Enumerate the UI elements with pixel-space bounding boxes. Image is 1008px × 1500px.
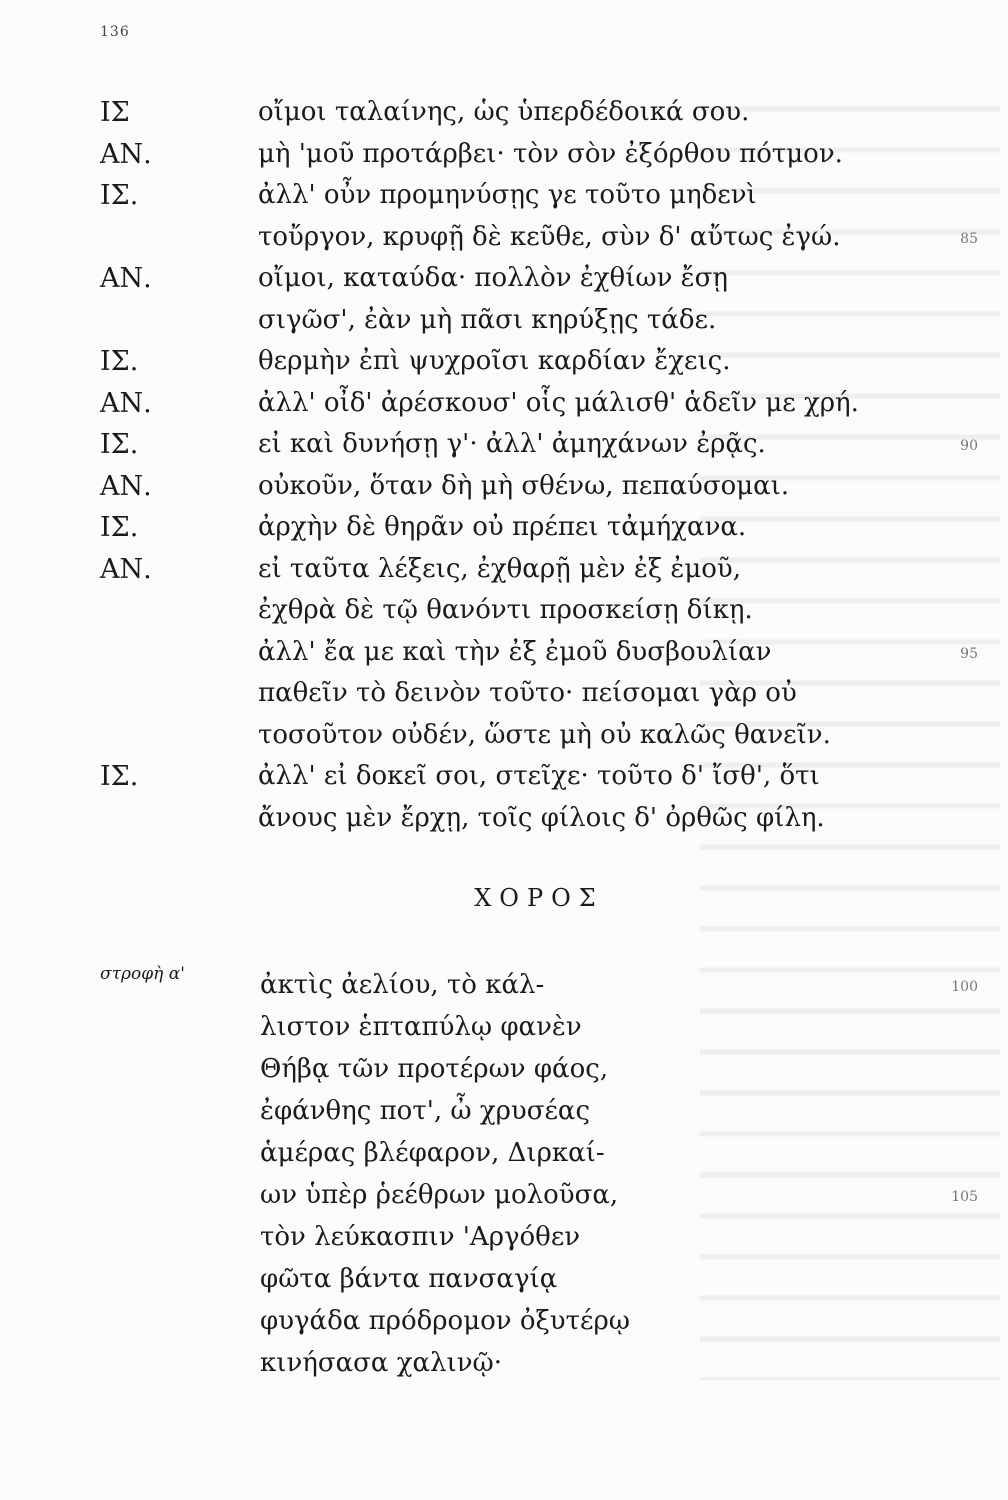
ode-line	[0, 1090, 1008, 1132]
speaker-label: ΑΝ.	[100, 263, 152, 294]
verse-line	[0, 175, 1008, 217]
speaker-label: ΙΣ.	[100, 346, 139, 377]
verse-text: οἴμοι, καταύδα· πολλὸν ἐχθίων ἔσῃ	[258, 263, 728, 293]
verse-line	[0, 798, 1008, 840]
verse-text: σιγῶσ', ἐὰν μὴ πᾶσι κηρύξῃς τάδε.	[258, 304, 717, 335]
verse-line	[0, 632, 1008, 674]
ode-text: φυγάδα πρόδρομον ὀξυτέρῳ	[260, 1306, 630, 1336]
verse-line	[0, 258, 1008, 300]
line-number: 100	[951, 979, 978, 995]
verse-line	[0, 300, 1008, 342]
verse-line	[0, 590, 1008, 632]
verse-line	[0, 673, 1008, 715]
choral-ode	[0, 964, 1008, 1384]
ode-text: κινήσασα χαλινῷ·	[260, 1348, 502, 1378]
ode-text: ων ὑπὲρ ῥεέθρων μολοῦσα,	[260, 1180, 619, 1210]
verse-text: οὐκοῦν, ὅταν δὴ μὴ σθένω, πεπαύσομαι.	[258, 470, 790, 501]
ode-line	[0, 1174, 1008, 1216]
ode-line	[0, 1048, 1008, 1090]
verse-line	[0, 507, 1008, 549]
verse-line	[0, 341, 1008, 383]
verse-text: ἀρχὴν δὲ θηρᾶν οὐ πρέπει τἀμήχανα.	[258, 512, 747, 542]
strophe-label: στροφὴ α'	[100, 964, 185, 984]
ode-text: τὸν λεύκασπιν 'Αργόθεν	[260, 1222, 581, 1252]
dialogue-section	[0, 92, 1008, 839]
ode-line	[0, 1216, 1008, 1258]
verse-text: ἄνους μὲν ἔρχῃ, τοῖς φίλοις δ' ὀρθῶς φίλη.	[258, 802, 825, 833]
page-number: 136	[100, 24, 130, 40]
verse-line	[0, 134, 1008, 176]
verse-line	[0, 466, 1008, 508]
verse-line	[0, 549, 1008, 591]
ode-line	[0, 964, 1008, 1006]
verse-text: ἀλλ' οἶδ' ἀρέσκουσ' οἷς μάλισθ' ἁδεῖν με χρή.	[258, 387, 859, 418]
verse-text: εἰ καὶ δυνήσῃ γ'· ἀλλ' ἀμηχάνων ἐρᾷς.	[258, 429, 766, 459]
verse-text: θερμὴν ἐπὶ ψυχροῖσι καρδίαν ἔχεις.	[258, 346, 731, 376]
speaker-label: ΙΣ.	[100, 429, 139, 460]
verse-text: ἀλλ' ἔα με καὶ τὴν ἐξ ἐμοῦ δυσβουλίαν	[258, 636, 772, 667]
verse-line	[0, 92, 1008, 134]
speaker-label: ΑΝ.	[100, 138, 152, 170]
ode-line	[0, 1258, 1008, 1300]
speaker-label: ΑΝ.	[100, 553, 152, 585]
verse-line	[0, 424, 1008, 466]
verse-line	[0, 383, 1008, 425]
verse-text: εἰ ταῦτα λέξεις, ἐχθαρῇ μὲν ἐξ ἐμοῦ,	[258, 553, 741, 584]
speaker-label: ΑΝ.	[100, 470, 152, 502]
speaker-label: ΑΝ.	[100, 387, 152, 419]
ode-line	[0, 1300, 1008, 1342]
verse-text: ἀλλ' οὖν προμηνύσῃς γε τοῦτο μηδενὶ	[258, 180, 757, 210]
verse-line	[0, 217, 1008, 259]
line-number: 90	[960, 438, 978, 454]
ode-text: ἐφάνθης ποτ', ὦ χρυσέας	[260, 1096, 591, 1126]
ode-text: Θήβᾳ τῶν προτέρων φάος,	[260, 1054, 609, 1084]
verse-line	[0, 756, 1008, 798]
line-number: 95	[960, 645, 978, 662]
verse-text: μὴ 'μοῦ προτάρβει· τὸν σὸν ἐξόρθου πότμον.	[258, 138, 843, 169]
verse-text: τοὔργον, κρυφῇ δὲ κεῦθε, σὺν δ' αὔτως ἐγώ.	[258, 221, 841, 252]
verse-text: τοσοῦτον οὐδέν, ὥστε μὴ οὐ καλῶς θανεῖν.	[258, 719, 831, 750]
verse-text: παθεῖν τὸ δεινὸν τοῦτο· πείσομαι γὰρ οὐ	[258, 678, 797, 708]
verse-line	[0, 715, 1008, 757]
ode-text: λιστον ἑπταπύλῳ φανὲν	[260, 1012, 582, 1042]
verse-text: οἴμοι ταλαίνης, ὡς ὑπερδέδοικά σου.	[258, 97, 750, 127]
speaker-label: ΙΣ.	[100, 761, 139, 792]
verse-text: ἀλλ' εἰ δοκεῖ σοι, στεῖχε· τοῦτο δ' ἴσθ', ὅτι	[258, 761, 820, 791]
chorus-heading: ΧΟΡΟΣ	[474, 884, 604, 912]
line-number: 105	[951, 1189, 978, 1205]
speaker-label: ΙΣ.	[100, 180, 139, 211]
speaker-label: ΙΣ.	[100, 512, 139, 543]
speaker-label: ΙΣ	[100, 97, 130, 128]
ode-line	[0, 1132, 1008, 1174]
ode-line	[0, 1006, 1008, 1048]
line-number: 85	[960, 230, 978, 247]
ode-text: ἀκτὶς ἀελίου, τὸ κάλ-	[260, 970, 545, 1000]
ode-text: ἁμέρας βλέφαρον, Διρκαί-	[260, 1138, 605, 1168]
ode-text: φῶτα βάντα πανσαγίᾳ	[260, 1264, 558, 1294]
verse-text: ἐχθρὰ δὲ τῷ θανόντι προσκείσῃ δίκῃ.	[258, 595, 753, 625]
ode-line	[0, 1342, 1008, 1384]
